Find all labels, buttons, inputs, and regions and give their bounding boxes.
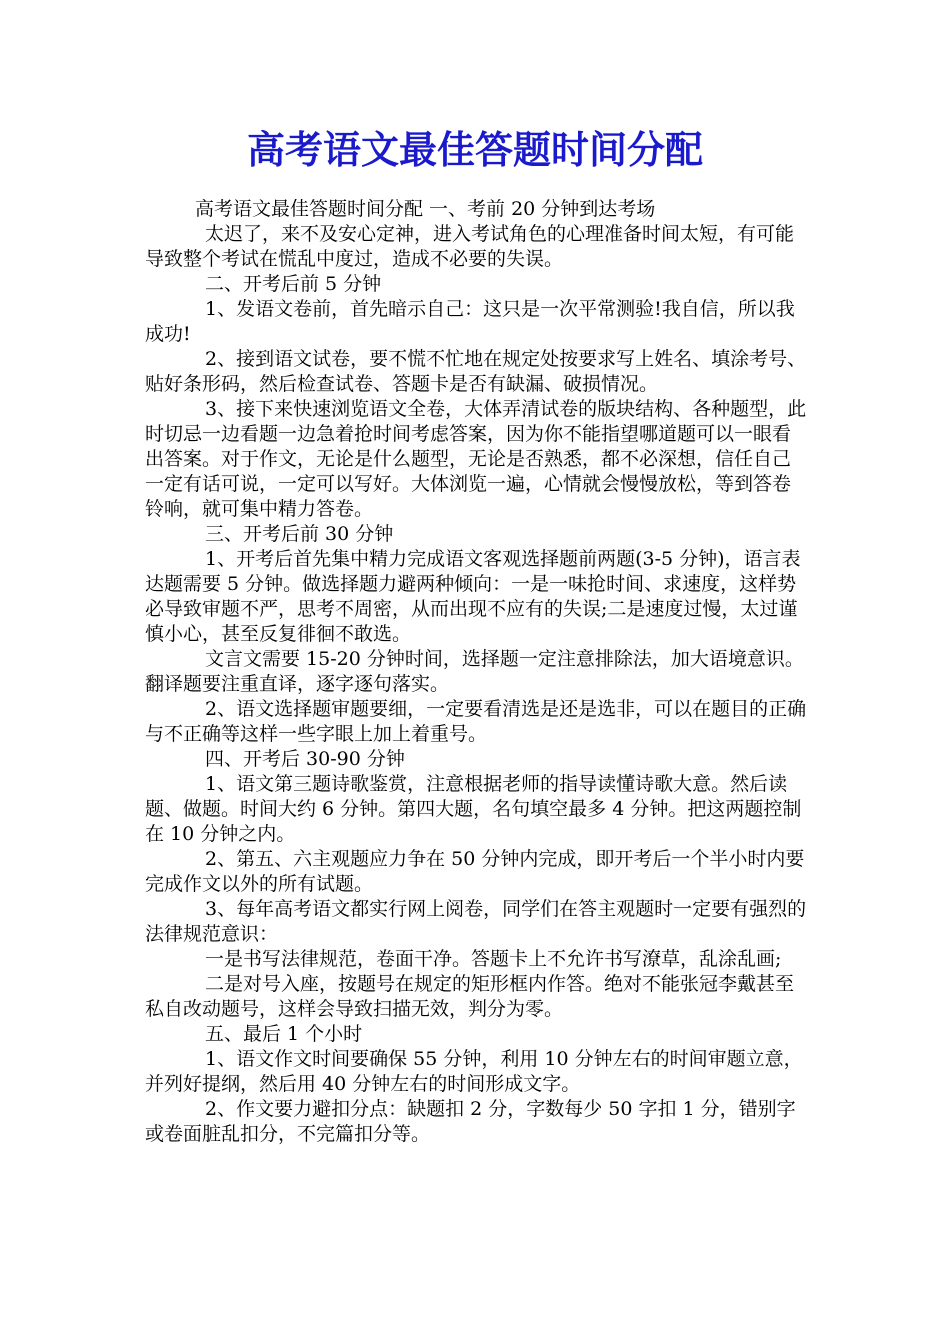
document-title: 高考语文最佳答题时间分配 xyxy=(246,127,703,172)
document-paragraph: 2、接到语文试卷，要不慌不忙地在规定处按要求写上姓名、填涂考号、贴好条形码，然后检查试卷、答题卡是否有缺漏、破损情况。 xyxy=(145,348,807,395)
document-paragraph: 二是对号入座，按题号在规定的矩形框内作答。绝对不能张冠李戴甚至私自改动题号，这样会导致扫描无效，判分为零。 xyxy=(145,973,795,1020)
document-paragraph: 1、发语文卷前，首先暗示自己：这只是一次平常测验!我自信，所以我成功! xyxy=(145,298,795,345)
document-paragraph: 2、语文选择题审题要细，一定要看清选是还是选非，可以在题目的正确与不正确等这样一些字眼上加上着重号。 xyxy=(145,698,807,745)
document-paragraph: 3、每年高考语文都实行网上阅卷，同学们在答主观题时一定要有强烈的法律规范意识： xyxy=(145,898,807,945)
document-paragraph: 高考语文最佳答题时间分配 一、考前 20 分钟到达考场 xyxy=(195,198,656,220)
document-paragraph: 2、作文要力避扣分点：缺题扣 2 分，字数每少 50 字扣 1 分，错别字或卷面脏乱扣分，不完篇扣分等。 xyxy=(145,1098,796,1145)
document-paragraph: 文言文需要 15-20 分钟时间，选择题一定注意排除法，加大语境意识。翻译题要注重直译，逐字逐句落实。 xyxy=(145,648,804,695)
document-paragraph: 三、开考后前 30 分钟 xyxy=(205,523,394,545)
document-paragraph: 二、开考后前 5 分钟 xyxy=(205,273,382,295)
document-paragraph: 四、开考后 30-90 分钟 xyxy=(205,748,405,770)
document-paragraph: 五、最后 1 个小时 xyxy=(205,1023,363,1045)
document-paragraph: 一是书写法律规范，卷面干净。答题卡上不允许书写潦草，乱涂乱画; xyxy=(205,948,782,970)
document-paragraph: 2、第五、六主观题应力争在 50 分钟内完成，即开考后一个半小时内要完成作文以外的所有试题。 xyxy=(145,848,805,895)
document-paragraph: 3、接下来快速浏览语文全卷，大体弄清试卷的版块结构、各种题型，此时切忌一边看题一边急着抢时间考虑答案，因为你不能指望哪道题可以一眼看出答案。对于作文，无论是什么题型，无论是否熟悉，都不必深想，信任自己一定有话可说，一定可以写好。大体浏览一遍，心情就会慢慢放松，等到答卷铃响，就可集中精力答卷。 xyxy=(145,398,807,520)
document-paragraph: 1、语文作文时间要确保 55 分钟，利用 10 分钟左右的时间审题立意，并列好提纲，然后用 40 分钟左右的时间形成文字。 xyxy=(145,1048,803,1095)
document-body xyxy=(145,197,809,1147)
document-paragraph: 1、语文第三题诗歌鉴赏，注意根据老师的指导读懂诗歌大意。然后读题、做题。时间大约 6 分钟。第四大题，名句填空最多 4 分钟。把这两题控制在 10 分钟之内。 xyxy=(145,773,802,845)
document-paragraph: 1、开考后首先集中精力完成语文客观选择题前两题(3-5 分钟)，语言表达题需要 5 分钟。做选择题力避两种倾向：一是一味抢时间、求速度，这样势必导致审题不严，思考不周密，从而出现不应有的失误;二是速度过慢，太过谨慎小心，甚至反复徘徊不敢选。 xyxy=(145,548,801,645)
document-paragraph: 太迟了，来不及安心定神，进入考试角色的心理准备时间太短，有可能导致整个考试在慌乱中度过，造成不必要的失误。 xyxy=(145,223,795,270)
